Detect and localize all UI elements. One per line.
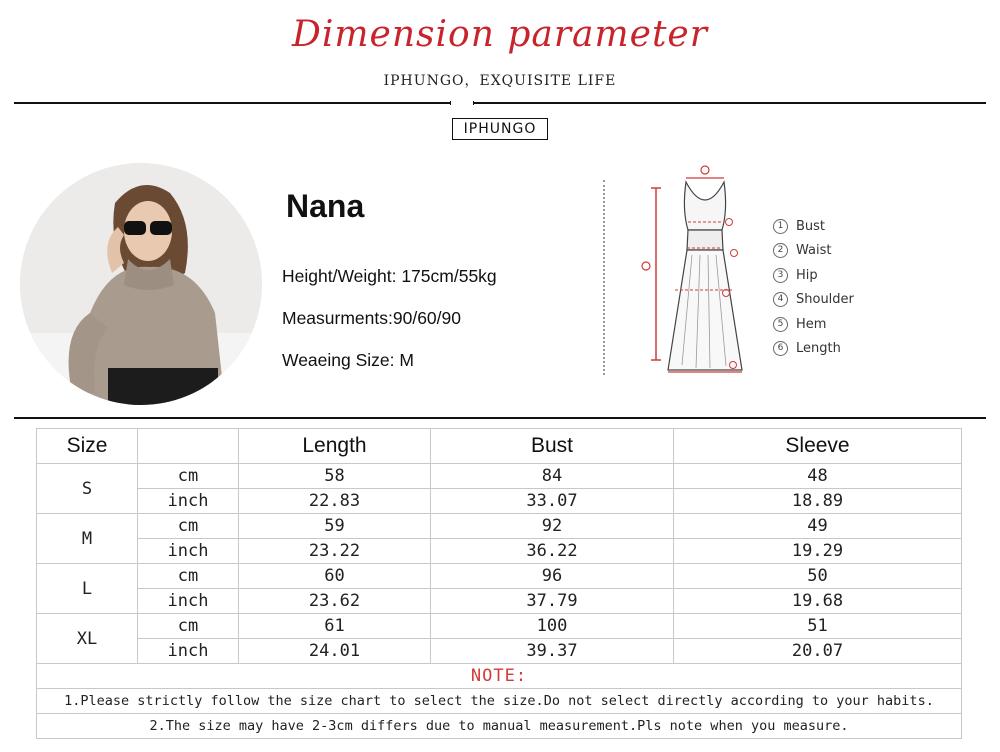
note-row [37,714,962,739]
legend-number: 3 [773,268,788,283]
legend-number: 6 [773,341,788,356]
legend-item-hip [773,263,854,288]
divider-notch [450,101,474,105]
table-row [37,564,962,589]
bust-cell: 84 [431,464,674,489]
sleeve-cell: 50 [674,564,962,589]
legend-label: Length [796,341,841,357]
legend-label: Waist [796,243,832,259]
bust-cell: 37.79 [431,589,674,614]
dotted-separator [603,180,605,375]
table-header-row [37,429,962,464]
table-row [37,514,962,539]
unit-cell: cm [138,564,239,589]
table-row [37,639,962,664]
length-cell: 23.62 [239,589,431,614]
note-row [37,689,962,714]
model-height-weight: Height/Weight: 175cm/55kg [282,266,497,286]
legend-number: 4 [773,292,788,307]
model-photo [20,163,262,405]
bust-cell: 92 [431,514,674,539]
header-size: Size [37,429,138,464]
dress-diagram [630,160,760,389]
length-cell: 24.01 [239,639,431,664]
sleeve-cell: 19.29 [674,539,962,564]
sleeve-cell: 19.68 [674,589,962,614]
legend-label: Hem [796,316,827,332]
sleeve-cell: 20.07 [674,639,962,664]
unit-cell: inch [138,489,239,514]
bust-cell: 39.37 [431,639,674,664]
table-row [37,464,962,489]
sleeve-cell: 18.89 [674,489,962,514]
length-cell: 60 [239,564,431,589]
size-cell: S [37,464,138,514]
legend-label: Shoulder [796,292,854,308]
unit-cell: inch [138,639,239,664]
header-sleeve: Sleeve [674,429,962,464]
sleeve-cell: 49 [674,514,962,539]
table-row [37,614,962,639]
header-unit [138,429,239,464]
table-row [37,489,962,514]
page-title: Dimension parameter [292,14,708,55]
legend-label: Hip [796,267,818,283]
unit-cell: cm [138,614,239,639]
legend-number: 5 [773,317,788,332]
sleeve-cell: 51 [674,614,962,639]
note-line-1: 1.Please strictly follow the size chart to select the size.Do not select directly according to your habits. [37,689,962,714]
note-title-row [37,664,962,689]
length-cell: 59 [239,514,431,539]
size-chart-table [36,428,962,739]
legend-number: 2 [773,243,788,258]
legend-number: 1 [773,219,788,234]
middle-divider [14,417,986,419]
page-subtitle: IPHUNGO，EXQUISITE LIFE [383,73,617,89]
legend-item-waist [773,239,854,264]
model-name: Nana [286,188,365,224]
bust-cell: 96 [431,564,674,589]
legend-item-bust [773,214,854,239]
bust-cell: 100 [431,614,674,639]
header-length: Length [239,429,431,464]
legend-item-hem [773,312,854,337]
unit-cell: cm [138,464,239,489]
note-title: NOTE: [37,664,962,689]
bust-cell: 36.22 [431,539,674,564]
legend-item-length [773,337,854,362]
length-cell: 22.83 [239,489,431,514]
length-cell: 58 [239,464,431,489]
unit-cell: inch [138,589,239,614]
model-wearing-size: Weaeing Size: M [282,350,414,370]
bust-cell: 33.07 [431,489,674,514]
top-divider [14,102,986,104]
length-cell: 23.22 [239,539,431,564]
table-row [37,539,962,564]
sleeve-cell: 48 [674,464,962,489]
unit-cell: inch [138,539,239,564]
length-cell: 61 [239,614,431,639]
size-cell: M [37,514,138,564]
header-bust: Bust [431,429,674,464]
unit-cell: cm [138,514,239,539]
brand-label: IPHUNGO [452,118,548,140]
legend-label: Bust [796,218,826,234]
size-cell: XL [37,614,138,664]
model-measurements: Measurments:90/60/90 [282,308,461,328]
measurement-legend [773,214,854,361]
note-line-2: 2.The size may have 2-3cm differs due to manual measurement.Pls note when you measure. [37,714,962,739]
size-cell: L [37,564,138,614]
legend-item-shoulder [773,288,854,313]
table-row [37,589,962,614]
